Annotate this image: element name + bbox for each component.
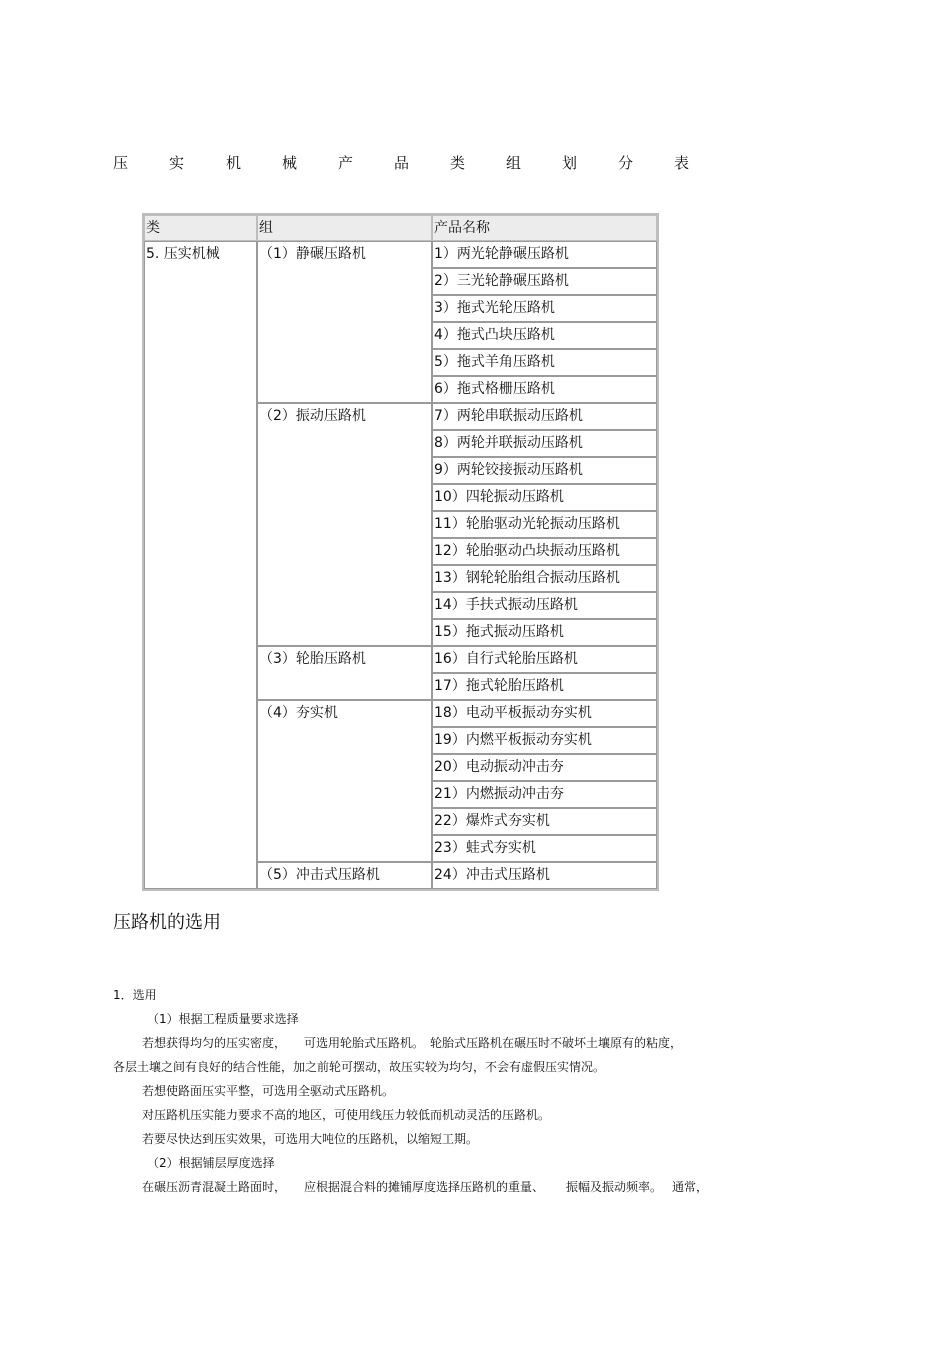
category-cell: 5. 压实机械 [144,241,257,889]
title-char: 产 [338,154,354,172]
text-fragment: 轮胎式压路机在碾压时不破坏土壤原有的粘度， [430,1036,683,1050]
group-cell: （4）夯实机 [257,700,432,862]
section-title: 压路机的选用 [113,912,221,933]
product-cell: 20）电动振动冲击夯 [432,754,657,781]
group-cell: （3）轮胎压路机 [257,646,432,700]
text-fragment: 应根据混合料的摊铺厚度选择压路机的重量、 [304,1180,545,1194]
product-cell: 4）拖式凸块压路机 [432,322,657,349]
paragraph [113,1175,753,1199]
product-cell: 15）拖式振动压路机 [432,619,657,646]
text-fragment: 可选用轮胎式压路机。 [304,1036,425,1050]
subheading-thickness: （2）根据铺层厚度选择 [147,1156,275,1170]
product-cell: 7）两轮串联振动压路机 [432,403,657,430]
product-cell: 11）轮胎驱动光轮振动压路机 [432,511,657,538]
product-cell: 1）两光轮静碾压路机 [432,241,657,268]
product-cell: 6）拖式格栅压路机 [432,376,657,403]
group-cell: （1）静碾压路机 [257,241,432,403]
title-char: 机 [226,154,242,172]
product-cell: 17）拖式轮胎压路机 [432,673,657,700]
text-fragment: 在碾压沥青混凝土路面时， [142,1180,287,1194]
paragraph: 若要尽快达到压实效果，可选用大吨位的压路机，以缩短工期。 [142,1132,479,1146]
product-cell: 16）自行式轮胎压路机 [432,646,657,673]
header-category: 类 [144,215,257,241]
text-fragment: 振幅及振动频率。 [566,1180,663,1194]
text-fragment: 通常， [672,1180,709,1194]
title-char: 组 [506,154,522,172]
product-cell: 13）钢轮轮胎组合振动压路机 [432,565,657,592]
paragraph [113,1031,753,1055]
title-char: 压 [113,154,129,172]
table-header-row [144,215,657,241]
header-product: 产品名称 [432,215,657,241]
product-cell: 14）手扶式振动压路机 [432,592,657,619]
group-cell: （2）振动压路机 [257,403,432,646]
paragraph: 各层土壤之间有良好的结合性能，加之前轮可摆动，故压实较为均匀，不会有虚假压实情况。 [113,1060,606,1074]
classification-table [142,213,659,891]
title-char: 划 [562,154,578,172]
header-group: 组 [257,215,432,241]
body-text [113,983,753,1199]
paragraph: 若想使路面压实平整，可选用全驱动式压路机。 [142,1084,395,1098]
product-cell: 5）拖式羊角压路机 [432,349,657,376]
product-cell: 18）电动平板振动夯实机 [432,700,657,727]
title-char: 实 [169,154,185,172]
product-cell: 10）四轮振动压路机 [432,484,657,511]
page-title [113,152,693,174]
product-cell: 19）内燃平板振动夯实机 [432,727,657,754]
product-cell: 2）三光轮静碾压路机 [432,268,657,295]
product-cell: 12）轮胎驱动凸块振动压路机 [432,538,657,565]
product-cell: 3）拖式光轮压路机 [432,295,657,322]
paragraph: 对压路机压实能力要求不高的地区，可使用线压力较低而机动灵活的压路机。 [142,1108,551,1122]
product-cell: 22）爆炸式夯实机 [432,808,657,835]
product-cell: 24）冲击式压路机 [432,862,657,889]
title-char: 表 [674,154,690,172]
group-cell: （5）冲击式压路机 [257,862,432,889]
title-char: 械 [282,154,298,172]
subheading-quality: （1）根据工程质量要求选择 [147,1012,299,1026]
product-cell: 8）两轮并联振动压路机 [432,430,657,457]
product-cell: 21）内燃振动冲击夯 [432,781,657,808]
text-fragment: 若想获得均匀的压实密度， [142,1036,287,1050]
title-char: 类 [450,154,466,172]
title-char: 分 [618,154,634,172]
product-cell: 9）两轮铰接振动压路机 [432,457,657,484]
title-char: 品 [394,154,410,172]
table-row [144,241,657,268]
heading-selection: 1．选用 [113,988,157,1002]
product-cell: 23）蛙式夯实机 [432,835,657,862]
